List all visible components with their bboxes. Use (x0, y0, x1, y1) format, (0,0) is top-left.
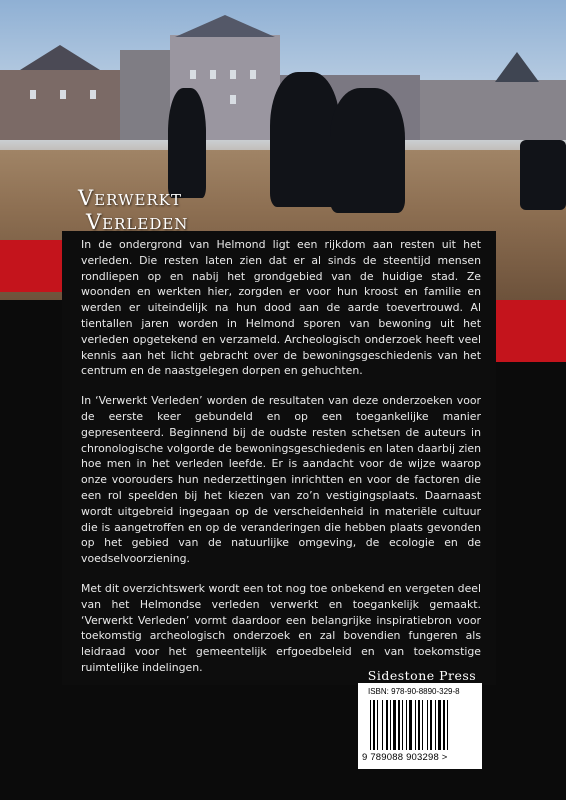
barcode-bar (415, 700, 416, 750)
wheelbarrow (520, 140, 566, 210)
isbn-label: ISBN: 978-90-8890-329-8 (368, 687, 460, 696)
blurb-text (81, 237, 481, 690)
window (90, 90, 96, 99)
barcode-bar (418, 700, 420, 750)
barcode-bar (382, 700, 383, 750)
barcode-bar (373, 700, 375, 750)
window (230, 70, 236, 79)
book-title (78, 186, 258, 234)
barcode-bar (402, 700, 403, 750)
barcode-bar (438, 700, 441, 750)
window (30, 90, 36, 99)
barcode-bars (370, 700, 476, 750)
barcode-bar (447, 700, 448, 750)
house-block (0, 70, 130, 140)
barcode-bar (435, 700, 436, 750)
worker-figure (330, 88, 405, 213)
barcode-bar (427, 700, 428, 750)
house-roof (20, 45, 100, 70)
window (250, 70, 256, 79)
window (210, 70, 216, 79)
barcode-bar (393, 700, 396, 750)
publisher-name: Sidestone Press (367, 668, 477, 683)
blurb-paragraph-2: In ‘Verwerkt Verleden’ worden de resultaten van deze onderzoeken voor de eerste keer gebundeld en op een toegankelijke manier gepresenteerd. Beginnend bij de oudste resten schetsen de auteurs in chronologische volgorde de bewoningsgeschiedenis en laten daarbij zien hoe men in het verleden leefde. Er is aandacht voor de wijze waarop onze voorouders hun nederzettingen inrichtten en voor de factoren die een rol speelden bij het kiezen van zo’n vestigingsplaats. Daarnaast wordt uitgebreid ingegaan op de verscheidenheid in materiële cultuur die is aangetroffen en op de veranderingen die hebben plaats gevonden op het gebied van de natuurlijke omgeving, de ecologie en de voedselvoorziening. (81, 394, 481, 566)
blurb-paragraph-1: In de ondergrond van Helmond ligt een rijkdom aan resten uit het verleden. Die resten laten zien dat er al sinds de steentijd mensen rondliepen op en nabij het grondgebied van de huidige stad. Ze woonden en werkten hier, zorgden er voor hun kroost en familie en werden er uiteindelijk na hun dood aan de aarde toevertrouwd. Al tientallen jaren worden in Helmond sporen van bewoning uit het verleden opgetekend en verzameld. Archeologisch onderzoek heeft veel kennis aan het licht gebracht over de bewoningsgeschiedenis van het centrum en de naastgelegen dorpen en gehuchten. (81, 238, 481, 378)
barcode-bar (409, 700, 412, 750)
barcode-bar (398, 700, 400, 750)
barcode-bar (422, 700, 423, 750)
blurb-paragraph-3: Met dit overzichtswerk wordt een tot nog toe onbekend en vergeten deel van het Helmondse verleden verwerkt en toegankelijk gemaakt. ‘Verwerkt Verleden’ vormt daardoor een belangrijke inspiratiebron voor toekomstig archeologisch onderzoek en zal bovendien fungeren als leidraad voor het gemeentelijk erfgoedbeleid en van toekomstige ruimtelijke indelingen. (81, 581, 481, 674)
barcode-bar (406, 700, 407, 750)
worker-figure (168, 88, 206, 198)
red-band-left (0, 240, 62, 292)
window (190, 70, 196, 79)
barcode-bar (370, 700, 371, 750)
barcode-digits: 9 789088 903298 > (362, 752, 448, 763)
red-band-right (496, 300, 566, 362)
barcode-bar (386, 700, 388, 750)
barcode-bar (377, 700, 378, 750)
barcode-bar (443, 700, 445, 750)
window (60, 90, 66, 99)
barcode-bar (430, 700, 432, 750)
barcode-bar (390, 700, 391, 750)
title-line-2: Verleden (86, 210, 189, 234)
title-line-1: Verwerkt (78, 186, 182, 210)
house-roof (495, 52, 539, 82)
house-roof (175, 15, 275, 37)
house-block (420, 80, 566, 140)
window (230, 95, 236, 104)
